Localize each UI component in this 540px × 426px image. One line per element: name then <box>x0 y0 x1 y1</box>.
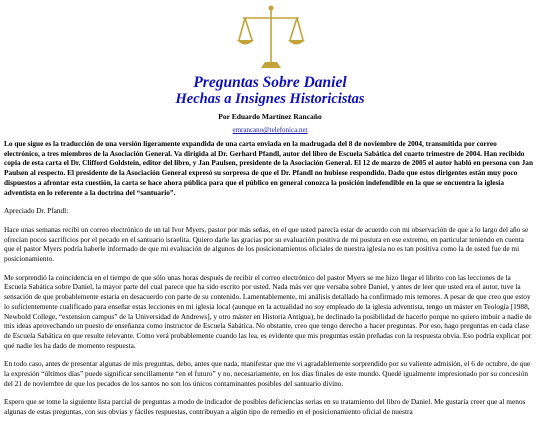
author-line: Por Eduardo Martínez Rancaño <box>218 112 322 121</box>
paragraph-4: Espero que se tome la siguiente lista parcial de preguntas a modo de indicador de posibles deficiencias serias en su tratamiento del libro de Daniel. Me gustaría creer que al menos algunas de estas preguntas, con sus obvias y fáciles respuestas, contribuyan a algún tipo de remedio en el posicionamiento oficial de nuestra <box>4 397 526 417</box>
paragraph-1: Hace unas semanas recibí un correo electrónico de un tal Ivor Myers, pastor por más señas, en el que usted parecía estar de acuerdo con mi observación de que a lo largo del año se ofrecían pocos sacrificios por el pecado en el santuario israelita. Quiero darle las gracias por su evaluación positiva de mi postura en ese extremo, en particular teniendo en cuenta que el pastor Myers podría haberle informado de que mi evaluación de algunos de los posicionamientos oficiales de nuestra iglesia no es tan positiva como la de usted fue de mi posicionamiento. <box>4 224 529 264</box>
email-link[interactable]: emrancano@telefonica.net <box>232 126 308 134</box>
email-line <box>0 126 540 135</box>
intro-paragraph: Lo que sigue es la traducción de una versión ligeramente expandida de una carta enviada en la madrugada del 8 de noviembre de 2004, transmitida por correo electrónico, a tres miembros de la Asociación General. Va dirigida al Dr. Gerhard Pfandl, autor del libro de Escuela Sabática del cuarto trimestre de 2004. Han recibido copia de esta carta el Dr. Clifford Goldstein, editor del libro, y Jan Paulsen, presidente de la Asociación General. El 12 de marzo de 2005 el autor habló en persona con Jan Paulsen al respecto. El presidente de la Asociación General expresó su sorpresa de que el Dr. Pfandl no hubiese respondido. Dado que estos dirigentes están muy poco dispuestos a afrontar esta cuestión, la carta se hace ahora pública para que el público en general conozca la posición indefendible en la que se encuentra la iglesia adventista en lo referente a la doctrina del “santuario”. <box>4 139 534 197</box>
paragraph-3: En todo caso, antes de presentar algunas de mis preguntas, debo, antes que nada, manifestar que me vi agradablemente sorprendido por su valiente admisión, el 6 de octubre, de que la expresión “últimos días” puede significar sencillamente “en el futuro” y no, necesariamente, en los días finales de este mundo. Quedé igualmente impresionado por su concesión del 21 de noviembre de que los pecados de los santos no son los únicos contaminantes posibles del santuario divino. <box>4 359 531 388</box>
title-block <box>0 74 540 108</box>
page-title: Preguntas Sobre Daniel <box>193 74 347 91</box>
article-body <box>4 139 534 426</box>
page-subtitle: Hechas a Insignes Historicistas <box>175 91 365 107</box>
greeting: Apreciado Dr. Pfandl: <box>4 206 69 216</box>
balance-scale-icon <box>235 2 307 72</box>
paragraph-2: Me sorprendió la coincidencia en el tiempo de que sólo unas horas después de recibir el correo electrónico del pastor Myers se me hizo llegar el librito con las lecciones de la Escuela Sabática sobre Daniel, la mayor parte del cual parece que ha sido escrito por usted. Nada más ver que versaba sobre Daniel, y antes de leer que usted era el autor, tuve la sensación de que probablemente estaría en desacuerdo con parte de su contenido. Lamentablemente, mi análisis detallado ha confirmado mis temores. A pesar de que creo que estoy lo suficientemente cualificado para enseñar estas lecciones en mi iglesia local (aunque en la actualidad no soy empleado de la iglesia adventista, tengo un máster en Teología [1988, Newbold College, “extension campus” de la Universidad de Andrews], y otro máster en Historia Antigua), he declinado la posibilidad de hacerlo porque no quiero imbuir a nadie de mis ideas aprovechando un puesto de enseñanza como instructor de Escuela Sabática. No obstante, creo que tengo derecho a hacer preguntas. Por eso, hago preguntas en cada clase de Escuela Sabática en que resulte relevante. Como verá probablemente cuando las lea, es evidente que mis preguntas están preñadas con la respuesta obvia. Eso podría explicar por qué nadie les ha dado de momento respuesta. <box>4 272 532 350</box>
